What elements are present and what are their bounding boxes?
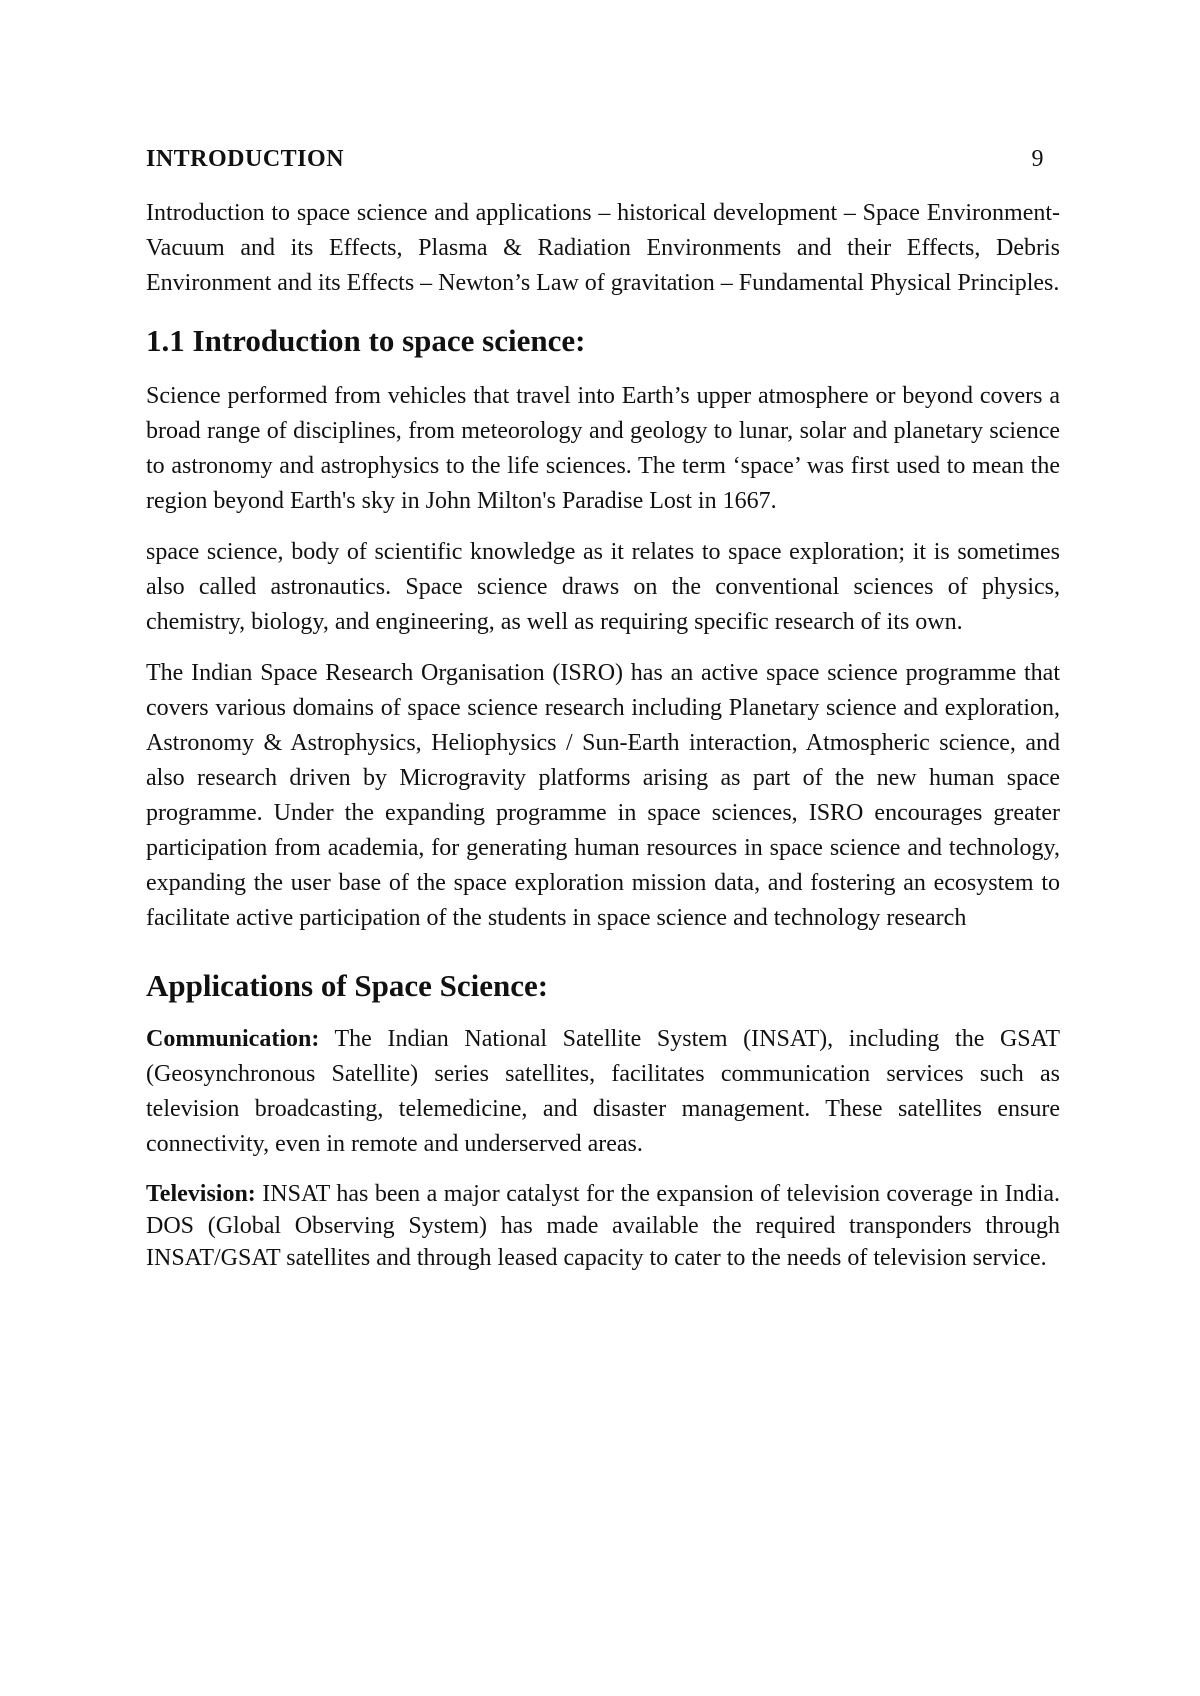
communication-label: Communication: — [146, 1026, 320, 1052]
television-text: INSAT has been a major catalyst for the expansion of television coverage in India. DOS (Global Observing System) has made available the required transponders through INSAT/GSAT satellites and through leased capacity to cater to the needs of television service. — [146, 1181, 1060, 1271]
paragraph-isro-programme: The Indian Space Research Organisation (ISRO) has an active space science programme that covers various domains of space science research including Planetary science and exploration, Astronomy & Astrophysics, Heliophysics / Sun-Earth interaction, Atmospheric science, and also research driven by Microgravity platforms arising as part of the new human space programme. Under the expanding programme in space sciences, ISRO encourages greater participation from academia, for generating human resources in space science and technology, expanding the user base of the space exploration mission data, and fostering an ecosystem to facilitate active participation of the students in space science and technology research — [146, 660, 1060, 931]
section-heading-applications: Applications of Space Science: — [146, 968, 549, 1003]
television-label: Television: — [146, 1181, 256, 1207]
page-number: 9 — [1031, 146, 1044, 172]
document-page — [146, 146, 1060, 1274]
paragraph-space-science-definition: Science performed from vehicles that travel into Earth’s upper atmosphere or beyond covers a broad range of disciplines, from meteorology and geology to lunar, solar and planetary science to astronomy and astrophysics to the life sciences. The term ‘space’ was first used to mean the region beyond Earth's sky in John Milton's Paradise Lost in 1667. — [146, 383, 1060, 514]
television-block — [146, 1178, 1060, 1274]
paragraph-television — [146, 1178, 1060, 1274]
communication-text: The Indian National Satellite System (INSAT), including the GSAT (Geosynchronous Satellite) series satellites, facilitates communication services such as television broadcasting, telemedicine, and disaster management. These satellites ensure connectivity, even in remote and underserved areas. — [146, 1026, 1060, 1157]
paragraph-communication — [146, 1022, 1060, 1162]
syllabus-paragraph: Introduction to space science and applications – historical development – Space Environment- Vacuum and its Effects, Plasma & Radiation Environments and their Effects, Debris Environment and its Effects – Newton’s Law of gravitation – Fundamental Physical Principles. — [146, 200, 1060, 296]
chapter-title: INTRODUCTION — [146, 146, 345, 172]
running-header — [146, 146, 1060, 176]
paragraph-space-science-body: space science, body of scientific knowledge as it relates to space exploration; it is sometimes also called astronautics. Space science draws on the conventional sciences of physics, chemistry, biology, and engineering, as well as requiring specific research of its own. — [146, 539, 1060, 635]
section-heading-intro: 1.1 Introduction to space science: — [146, 323, 586, 358]
